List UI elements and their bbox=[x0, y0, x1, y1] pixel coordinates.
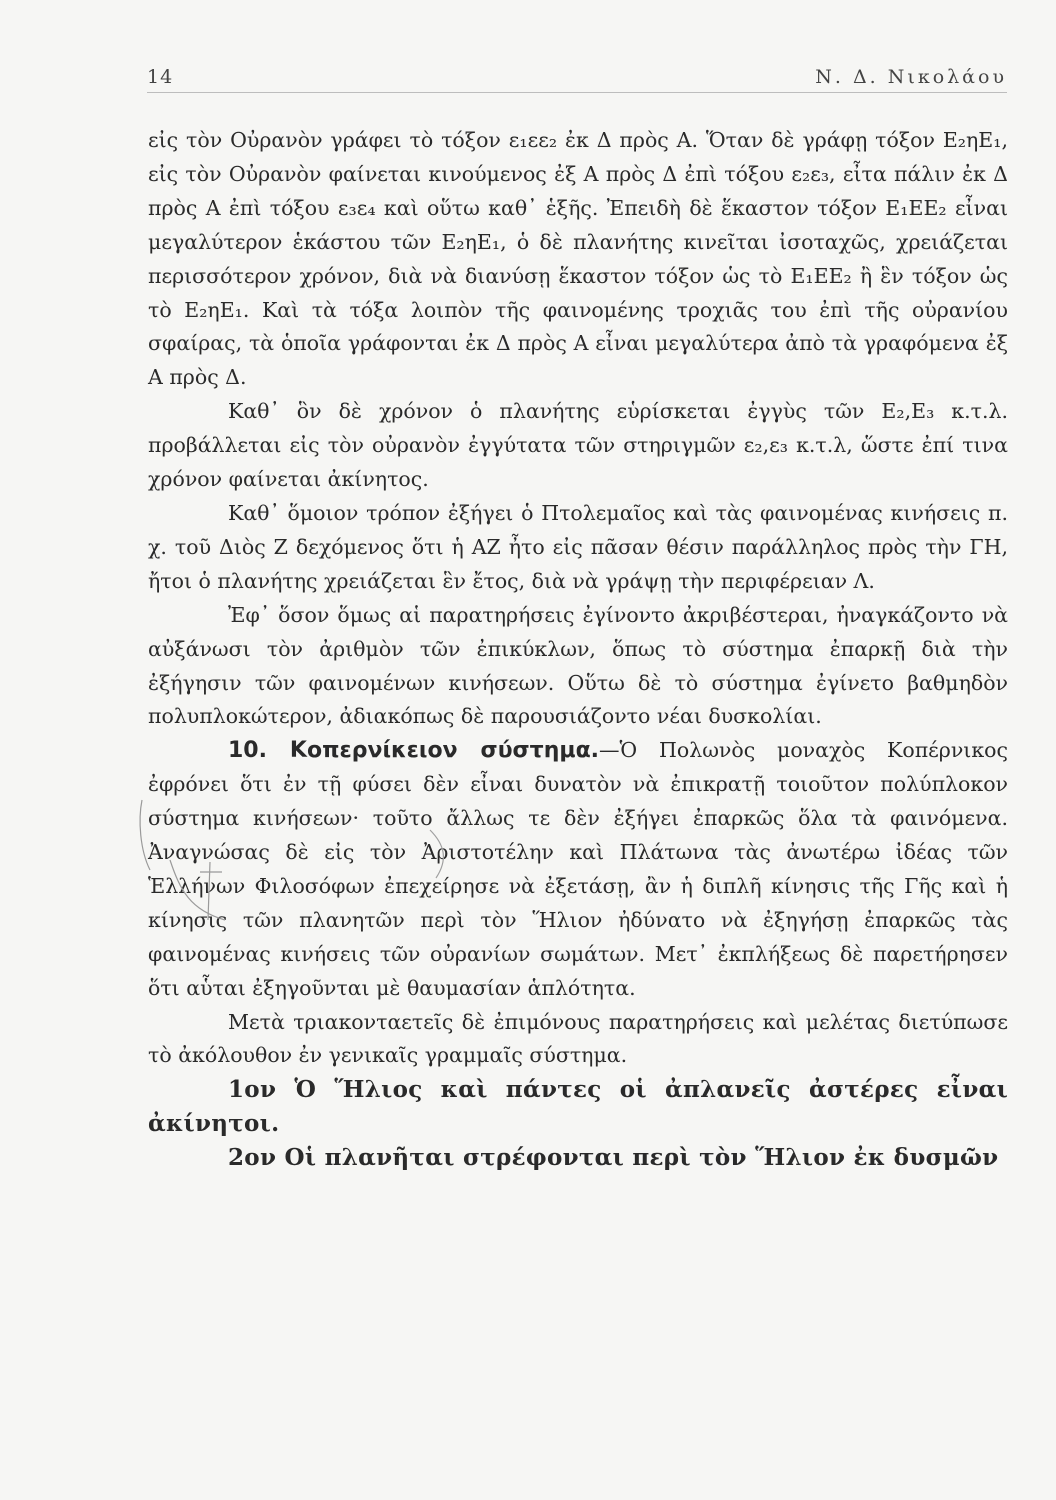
paragraph-2: Καθ᾽ ὃν δὲ χρόνον ὁ πλανήτης εὑρίσκεται ἐγγὺς τῶν Ε₂,Ε₃ κ.τ.λ. προβάλλεται εἰς τὸν οὐρανὸν ἐγγύτατα τῶν στηριγμῶν ε₂,ε₃ κ.τ.λ, ὥστε ἐπί τινα χρόνον φαίνεται ἀκίνητος. bbox=[148, 399, 1008, 492]
paragraph-4: Ἐφ᾽ ὅσον ὅμως αἱ παρατηρήσεις ἐγίνοντο ἀκριβέστεραι, ἠναγκάζοντο νὰ αὐξάνωσι τὸν ἀριθμὸν τῶν ἐπικύκλων, ὅπως τὸ σύστημα ἐπαρκῇ διὰ τὴν ἐξήγησιν τῶν φαινομένων κινήσεων. Οὕτω δὲ τὸ σύστημα ἐγίνετο βαθμηδὸν πολυπλοκώτερον, ἀδιακόπως δὲ παρουσιάζοντο νέαι δυσκολίαι. bbox=[148, 602, 1008, 729]
point-2-ordinal: 2ον bbox=[228, 1144, 277, 1172]
point-2 bbox=[148, 1141, 1008, 1175]
point-1 bbox=[148, 1073, 1008, 1141]
section-heading: 10. Κοπερνίκειον σύστημα. bbox=[228, 738, 600, 764]
paragraph-1: εἰς τὸν Οὐρανὸν γράφει τὸ τόξον ε₁εε₂ ἐκ Δ πρὸς Α. Ὅταν δὲ γράφῃ τόξον Ε₂ηΕ₁, εἰς τὸν Οὐρανὸν φαίνεται κινούμενος ἐξ Α πρὸς Δ ἐπὶ τόξου ε₂ε₃, εἶτα πάλιν ἐκ Δ πρὸς Α ἐπὶ τόξου ε₃ε₄ καὶ οὕτω καθ᾽ ἑξῆς. Ἐπειδὴ δὲ ἕκαστον τόξον Ε₁ΕΕ₂ εἶναι μεγαλύτερον ἑκάστου τῶν Ε₂ηΕ₁, ὁ δὲ πλανήτης κινεῖται ἰσοταχῶς, χρειάζεται περισσότερον χρόνον, διὰ νὰ διανύσῃ ἕκαστον τόξον ὡς τὸ Ε₁ΕΕ₂ ἢ ἓν τόξον ὡς τὸ Ε₂ηΕ₁. Καὶ τὰ τόξα λοιπὸν τῆς φαινομένης τροχιᾶς του ἐπὶ τῆς οὐρανίου σφαίρας, τὰ ὁποῖα γράφονται ἐκ Δ πρὸς Α εἶναι μεγαλύτερα ἀπὸ τὰ γραφόμενα ἐξ Α πρὸς Δ. bbox=[148, 128, 1008, 390]
page-number: 14 bbox=[147, 66, 174, 88]
paragraph-6: Μετὰ τριακονταετεῖς δὲ ἐπιμόνους παρατηρήσεις καὶ μελέτας διετύπωσε τὸ ἀκόλουθον ἐν γενικαῖς γραμμαῖς σύστημα. bbox=[148, 1009, 1008, 1068]
page-body bbox=[148, 124, 1008, 1175]
paragraph-3: Καθ᾽ ὅμοιον τρόπον ἐξήγει ὁ Πτολεμαῖος καὶ τὰς φαινομένας κινήσεις π. χ. τοῦ Διὸς Ζ δεχόμενος ὅτι ἡ ΑΖ ἦτο εἰς πᾶσαν θέσιν παράλληλος πρὸς τὴν ΓΗ, ἤτοι ὁ πλανήτης χρειάζεται ἓν ἔτος, διὰ νὰ γράψῃ τὴν περιφέρειαν Λ. bbox=[148, 500, 1008, 593]
section-text: —Ὁ Πολωνὸς μοναχὸς Κοπέρνικος ἐφρόνει ὅτι ἐν τῇ φύσει δὲν εἶναι δυνατὸν νὰ ἐπικρατῇ τοιοῦτον πολύπλοκον σύστημα κινήσεων· τοῦτο ἄλλως τε δὲν ἐξήγει ἐπαρκῶς ὅλα τὰ φαινόμενα. Ἀναγνώσας δὲ εἰς τὸν Ἀριστοτέλην καὶ Πλάτωνα τὰς ἀνωτέρω ἰδέας τῶν Ἑλλήνων Φιλοσόφων ἐπεχείρησε νὰ ἐξετάσῃ, ἂν ἡ διπλῆ κίνησις τῆς Γῆς καὶ ἡ κίνησις τῶν πλανητῶν περὶ τὸν Ἥλιον ἠδύνατο νὰ ἐξηγήσῃ ἐπαρκῶς τὰς φαινομένας κινήσεις τῶν οὐρανίων σωμάτων. Μετ᾽ ἐκπλήξεως δὲ παρετήρησεν ὅτι αὗται ἐξηγοῦνται μὲ θαυμασίαν ἁπλότητα. bbox=[148, 738, 1008, 1000]
section-10-paragraph bbox=[148, 734, 1008, 1005]
point-1-ordinal: 1ον bbox=[228, 1076, 277, 1104]
point-2-text: Οἱ πλανῆται στρέφονται περὶ τὸν Ἥλιον ἐκ δυσμῶν bbox=[284, 1144, 999, 1172]
page-header bbox=[147, 66, 1007, 92]
header-rule bbox=[147, 92, 1007, 93]
point-1-text: Ὁ Ἥλιος καὶ πάντες οἱ ἀπλανεῖς ἀστέρες εἶναι ἀκίνητοι. bbox=[148, 1076, 1009, 1138]
running-head-author: Ν. Δ. Νικολάου bbox=[815, 66, 1007, 88]
